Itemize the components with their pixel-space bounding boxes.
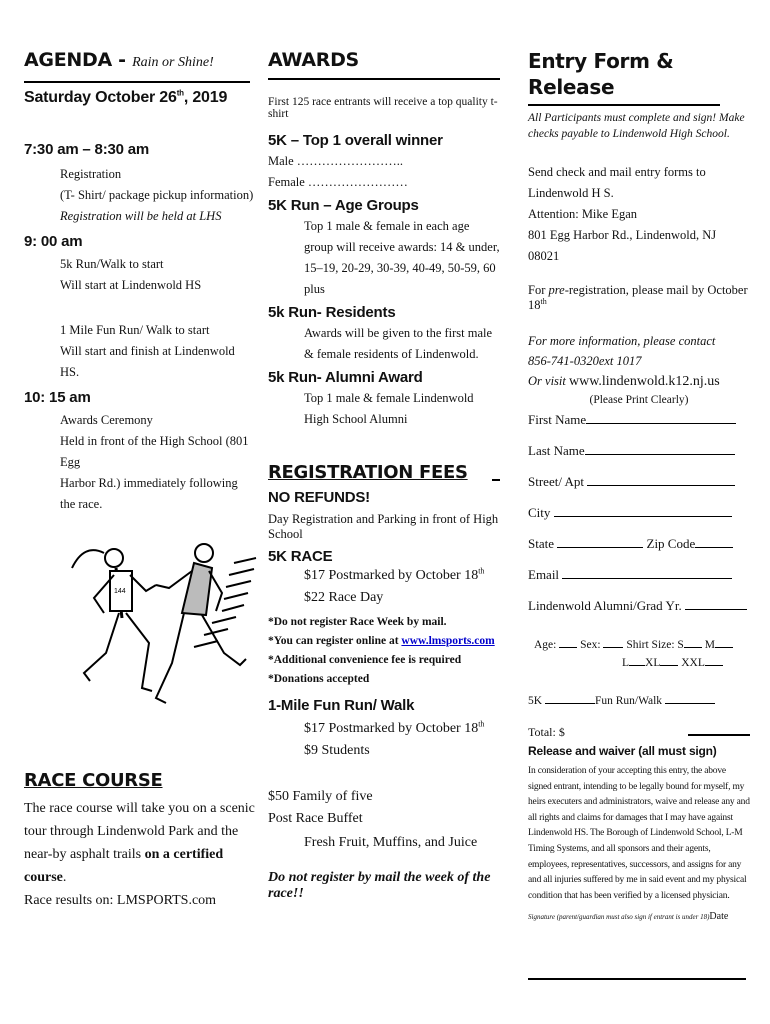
fees-title: REGISTRATION FEES	[268, 462, 468, 483]
awards-rule	[268, 78, 500, 80]
total-field[interactable]: Total: $	[528, 725, 750, 740]
agenda-header: AGENDA - Rain or Shine!	[24, 49, 214, 71]
first-name-field[interactable]: First Name	[528, 410, 750, 430]
race-course-section	[24, 770, 256, 912]
race-course-title: RACE COURSE	[24, 770, 163, 791]
slot-time: 9: 00 am	[24, 233, 83, 250]
award-heading: 5k Run- Alumni Award	[268, 369, 423, 386]
event-choice[interactable]: 5K Fun Run/Walk	[528, 694, 750, 707]
slot-time: 7:30 am – 8:30 am	[24, 141, 150, 158]
prereg-note: For pre-registration, please mail by October 18th	[528, 283, 748, 312]
price-line: $17 Postmarked by October 18th	[304, 566, 485, 583]
fun-run-heading: 1-Mile Fun Run/ Walk	[268, 697, 415, 714]
award-female: Female ……………………	[268, 175, 408, 189]
entry-note: All Participants must complete and sign! Make checks payable to Lindenwold High School.	[528, 112, 745, 140]
buffet-items: Fresh Fruit, Muffins, and Juice	[304, 835, 478, 850]
price-line: $17 Postmarked by October 18th	[304, 719, 485, 736]
street-field[interactable]: Street/ Apt	[528, 472, 750, 492]
alumni-field[interactable]: Lindenwold Alumni/Grad Yr.	[528, 596, 750, 616]
email-field[interactable]: Email	[528, 565, 750, 585]
award-heading: 5K Run – Age Groups	[268, 197, 419, 214]
fees-section	[268, 462, 500, 902]
race-course-text: The race course will take you on a scenic tour through Lindenwold Park and the near-by asphalt trails on a certified course. Race results on: LMSPORTS.com	[24, 801, 255, 908]
entry-title: Entry Form & Release	[528, 49, 674, 99]
no-refunds: NO REFUNDS!	[268, 489, 370, 506]
last-name-field[interactable]: Last Name	[528, 441, 750, 461]
state-zip-field[interactable]: State Zip Code	[528, 534, 750, 554]
awards-intro: First 125 race entrants will receive a top quality t- shirt	[268, 96, 498, 120]
entry-column	[528, 48, 750, 980]
print-clearly: (Please Print Clearly)	[589, 394, 689, 406]
award-heading: 5K – Top 1 overall winner	[268, 132, 443, 149]
agenda-date: Saturday October 26th, 2019	[24, 88, 228, 106]
buffet: Post Race Buffet	[268, 811, 363, 826]
contact-info: For more information, please contact 856-741-0320ext 1017 Or visit www.lindenwold.k12.nj.us	[528, 334, 720, 389]
school-url[interactable]: www.lindenwold.k12.nj.us	[568, 374, 720, 389]
price-line: $9 Students	[304, 743, 370, 758]
agenda-column	[24, 48, 256, 908]
city-field[interactable]: City	[528, 503, 750, 523]
award-text: Top 1 male & female Lindenwold High School Alumni	[304, 391, 474, 426]
signature-line[interactable]	[528, 978, 746, 980]
award-male: Male ……………………..	[268, 154, 404, 168]
runners-illustration	[44, 513, 259, 728]
signature-label: Signature (parent/guardian must also sign if entrant is under 18)Date	[528, 911, 729, 923]
age-sex-shirt[interactable]: Age: Sex: Shirt Size: S M L XL XXL	[528, 636, 750, 672]
awards-title: AWARDS	[268, 49, 359, 71]
entry-rule	[528, 104, 720, 106]
award-heading: 5k Run- Residents	[268, 304, 396, 321]
slot-details: 5k Run/Walk to start Will start at Lindenwold HS 1 Mile Fun Run/ Walk to start Will start and finish at Lindenwold HS.	[60, 257, 235, 379]
waiver-title: Release and waiver (all must sign)	[528, 744, 717, 758]
award-text: Top 1 male & female in each age group will receive awards: 14 & under, 15–19, 20-29, 30-39, 40-49, 50-59, 60 plus	[304, 219, 500, 296]
agenda-subtitle: Rain or Shine!	[132, 55, 214, 70]
mail-warning: Do not register by mail the week of the race!!	[268, 870, 491, 901]
lmsports-link[interactable]: www.lmsports.com	[401, 635, 495, 647]
race-heading: 5K RACE	[268, 548, 333, 565]
price-line: $22 Race Day	[304, 590, 384, 605]
mail-address: Send check and mail entry forms to Lindenwold H S. Attention: Mike Egan 801 Egg Harbor Rd., Lindenwold, NJ 08021	[528, 165, 717, 263]
slot-time: 10: 15 am	[24, 389, 91, 406]
slot-details: Awards Ceremony Held in front of the High School (801 Egg Harbor Rd.) immediately following the race.	[60, 413, 249, 511]
waiver-text: In consideration of your accepting this entry, the above signed entrant, intending to be legally bound for myself, my heirs executers and administrators, waive and release any and all rights and claims for damages that I may have against Lindenwold HS. The Borough of Lindenwold School, L-M Timing Systems, and all sponsors and their agents, employees, representatives, successors, and assigns for any and all injuries suffered by me in said event and my physical condition that has been verified by a licensed physician.	[528, 766, 750, 901]
svg-text:144: 144	[114, 588, 126, 595]
fee-notes: *Do not register Race Week by mail. *You can register online at www.lmsports.com *Additional convenience fee is required *Donations accepted	[268, 616, 495, 685]
agenda-rule	[24, 81, 250, 83]
awards-column	[268, 48, 500, 901]
family-price: $50 Family of five	[268, 789, 373, 804]
day-registration: Day Registration and Parking in front of High School	[268, 512, 499, 541]
agenda-title: AGENDA	[24, 49, 112, 71]
award-text: Awards will be given to the first male & female residents of Lindenwold.	[304, 326, 493, 361]
slot-details: Registration (T- Shirt/ package pickup information) Registration will be held at LHS	[60, 167, 254, 223]
